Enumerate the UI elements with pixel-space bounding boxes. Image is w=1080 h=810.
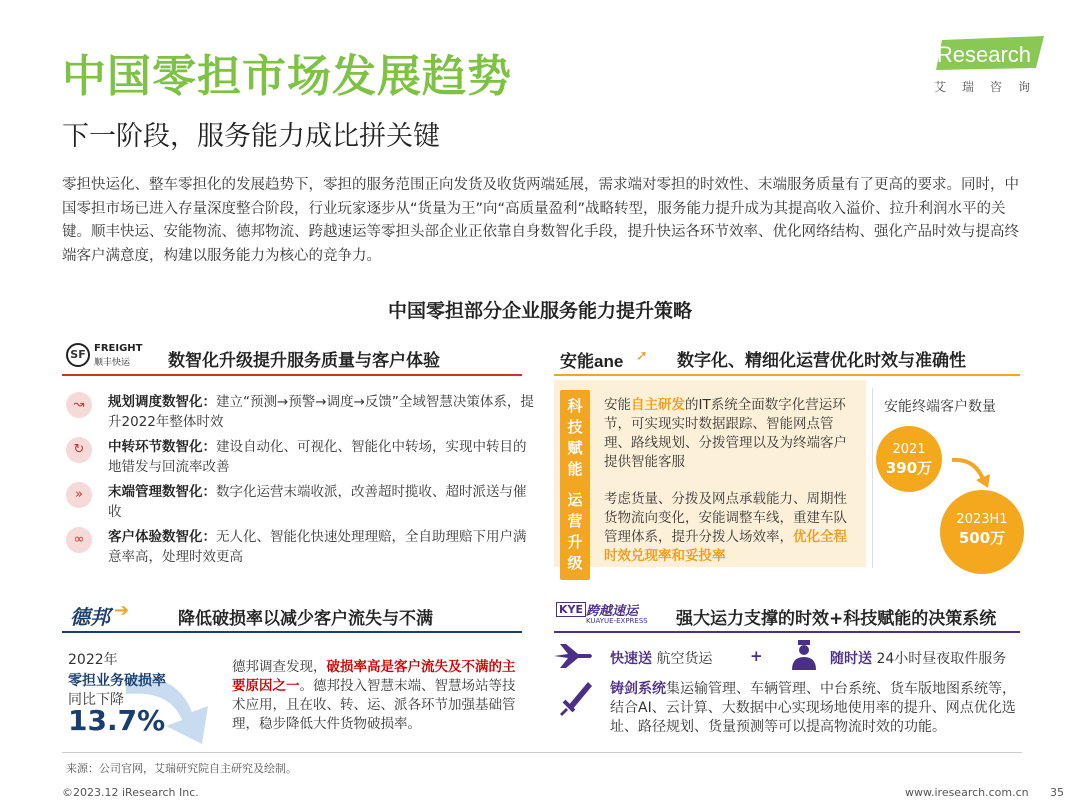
circle-2021: 2021 390万	[876, 426, 942, 492]
deppon-year: 2022年	[68, 652, 118, 668]
page-title: 中国零担市场发展趋势	[62, 51, 512, 102]
sf-item: ↻ 中转环节数智化：建设自动化、可视化、智能化中转场，实现中转目的地错发与回流率改善	[66, 437, 536, 477]
deppon-divider	[62, 631, 522, 633]
copyright: ©2023.12 iResearch Inc.	[62, 786, 199, 799]
kye-row-fast: 快速送 航空货运	[610, 651, 713, 667]
deppon-metric: 零担业务破损率	[68, 673, 166, 689]
kye-divider	[554, 631, 1020, 633]
ane-tech-text: 安能自主研发的IT系统全面数字化营运环节，可实现实时数据跟踪、智能网点管理、路线规划、分拨管理以及为终端客户提供智能客服	[604, 397, 847, 470]
kye-logo: KYE 跨越速运 KUAYUE-EXPRESS	[556, 600, 666, 628]
sf-item: » 末端管理数智化：数字化运营末端收派，改善超时揽收、超时派送与催收	[66, 482, 536, 522]
page-number: 35	[1050, 786, 1064, 799]
deppon-text: 德邦调查发现，破损率高是客户流失及不满的主要原因之一。德邦投入智慧末端、智慧场站等技术应用，且在收、转、运、派各环节加强基础管理，稳步降低大件货物破损率。	[232, 659, 516, 732]
sf-item: ↝ 规划调度数智化：建立“预测→预警→调度→反馈”全域智慧决策体系，提升2022年整体时效	[66, 392, 536, 432]
ane-logo: 安能ane	[560, 352, 624, 371]
tag-tech: 科 技 赋 能	[560, 390, 590, 486]
arrow-icon	[948, 450, 994, 492]
deppon-percentage: 13.7%	[68, 704, 166, 737]
iresearch-logo: iResearch 艾瑞咨询	[926, 36, 1046, 96]
handshake-icon: ∞	[66, 527, 92, 553]
intro-paragraph: 零担快运化、整车零担化的发展趋势下，零担的服务范围正向发货及收货两端延展，需求端对零担的时效性、末端服务质量有了更高的要求。同时，中国零担市场已进入存量深度整合阶段，行业玩家逐步从“货量为王”向“高质量盈利”战略转型，服务能力提升成为其提高收入溢价、拉升利润水平的关键。顺丰快运、安能物流、德邦物流、跨越速运等零担头部企业正依靠自身数智化手段，提升快运各环节效率、优化网络结构、强化产品时效与提高终端客户满意度，构建以服务能力为核心的竞争力。	[62, 177, 1019, 264]
kye-row-anytime: 随时送 24小时昼夜取件服务	[830, 651, 1007, 667]
forward-icon: »	[66, 482, 92, 508]
sf-heading: 数智化升级提升服务质量与客户体验	[168, 351, 440, 371]
ane-heading: 数字化、精细化运营优化时效与准确性	[677, 351, 966, 371]
ane-ops-text: 考虑货量、分拨及网点承载能力、周期性货物流向变化，安能调整车线，重建车队管理体系，提升分拨人场效率，优化全程时效兑现率和妥投率	[604, 491, 847, 564]
page-subtitle: 下一阶段，服务能力成比拼关键	[62, 121, 440, 152]
kye-row-sword: 铸剑系统集运输管理、车辆管理、中台系统、货车版地图系统等，结合AI、云计算、大数据中心实现场地使用率的提升、网点优化选址、路径规划、货量预测等可以提高物流时效的功能。	[610, 681, 1016, 735]
section-title: 中国零担部分企业服务能力提升策略	[387, 300, 692, 322]
sf-logo: SF FREIGHT 顺丰快运	[66, 343, 146, 369]
ane-panel-divider	[872, 388, 873, 568]
plus-sign: +	[750, 647, 763, 665]
airplane-icon	[552, 644, 594, 668]
deppon-heading: 降低破损率以减少客户流失与不满	[178, 609, 433, 629]
ane-customers-label: 安能终端客户数量	[884, 399, 996, 415]
deppon-logo-mark: ➔	[114, 600, 130, 621]
sf-item: ∞ 客户体验数智化：无人化、智能化快速处理理赔，全自助理赔下用户满意率高，处理时效更高	[66, 527, 536, 567]
website-url: www.iresearch.com.cn	[905, 786, 1029, 799]
circle-2023h1: 2023H1 500万	[940, 490, 1024, 574]
sword-icon	[558, 680, 592, 718]
courier-icon	[790, 640, 818, 670]
refresh-icon: ↻	[66, 437, 92, 463]
route-icon: ↝	[66, 392, 92, 418]
ane-divider	[554, 374, 1020, 376]
kye-heading: 强大运力支撑的时效+科技赋能的决策系统	[676, 609, 997, 629]
deppon-logo: 德邦	[70, 607, 110, 629]
tag-ops: 运 营 升 级	[560, 484, 590, 580]
source-note: 来源：公司官网，艾瑞研究院自主研究及绘制。	[66, 762, 297, 775]
ane-logo-mark: ➚	[636, 348, 648, 364]
deppon-change: 同比下降	[68, 692, 124, 708]
ane-details-panel	[554, 380, 866, 572]
footer-divider	[62, 752, 1022, 753]
sf-divider	[62, 374, 522, 376]
